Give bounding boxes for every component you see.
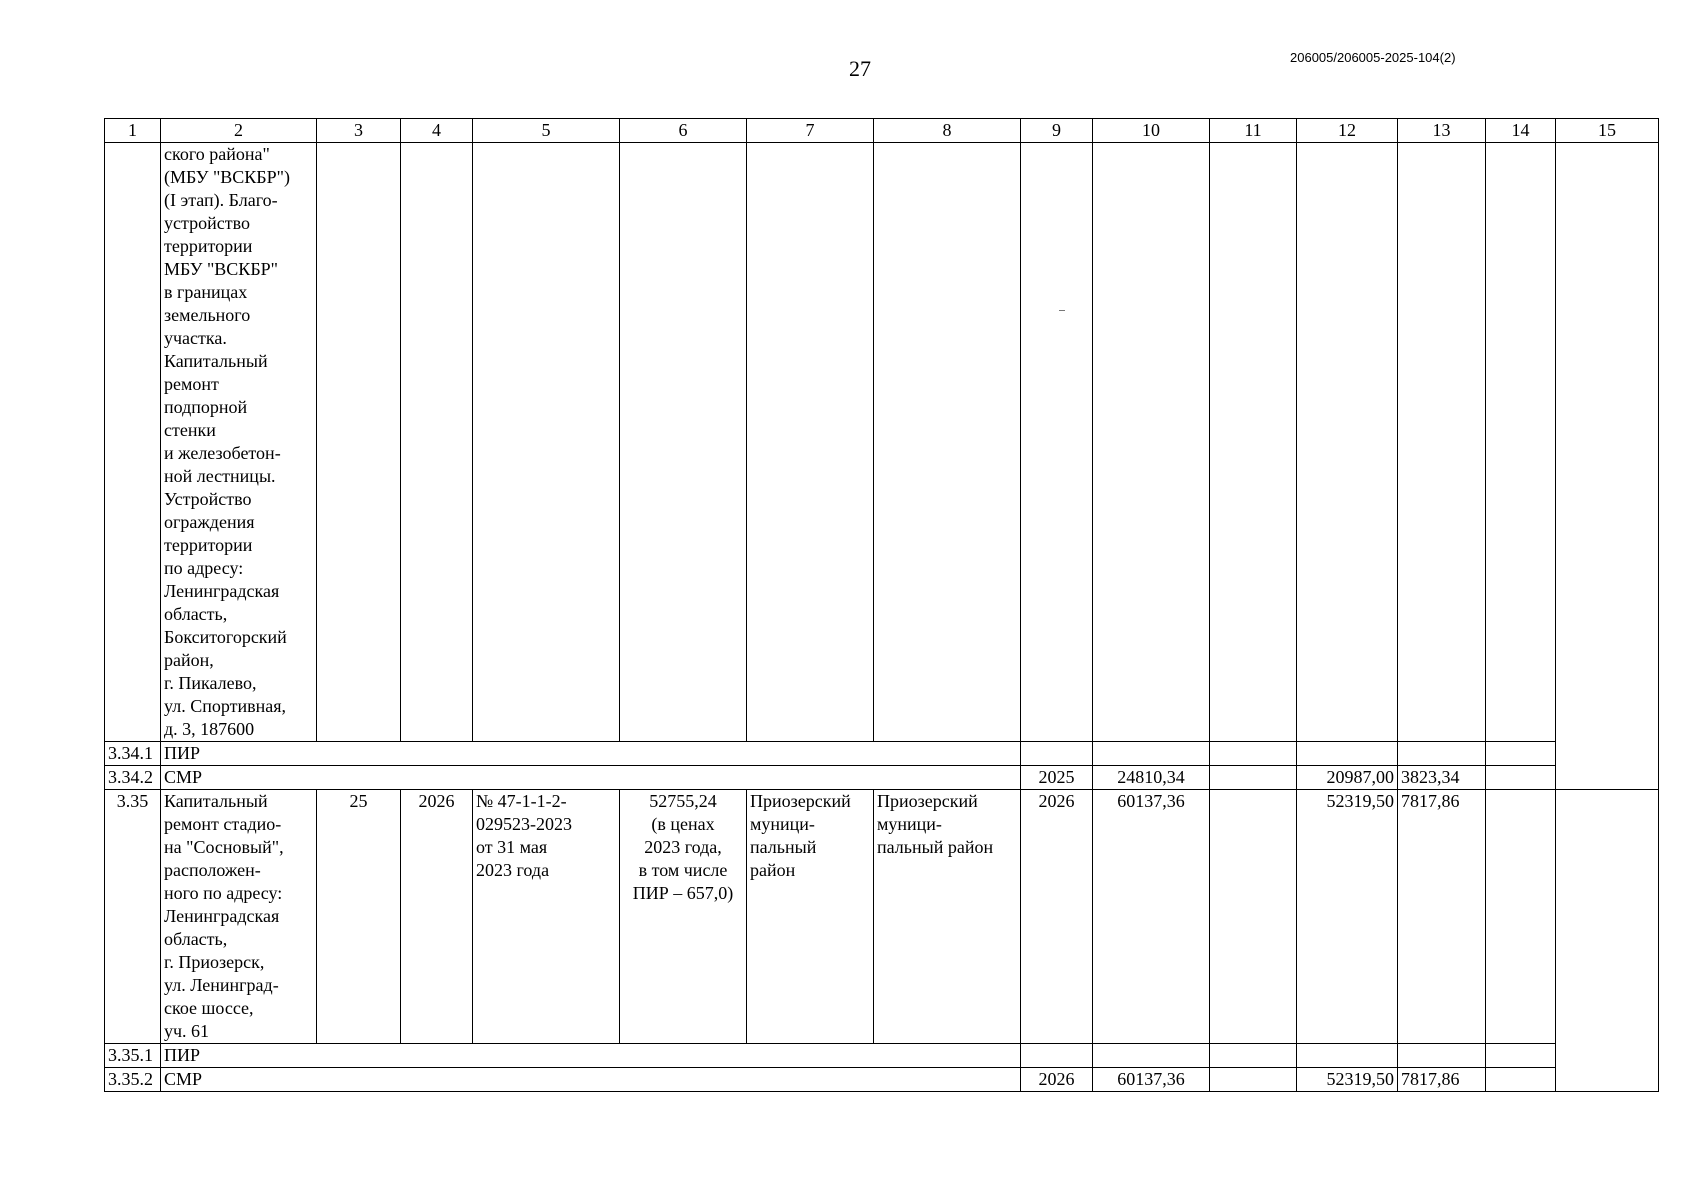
cell-total: 24810,34 bbox=[1093, 766, 1210, 790]
header-cell: 13 bbox=[1398, 119, 1486, 143]
cell-year: 2025 bbox=[1021, 766, 1093, 790]
header-cell: 1 bbox=[105, 119, 161, 143]
header-cell: 5 bbox=[473, 119, 620, 143]
cell-13: 7817,86 bbox=[1398, 790, 1486, 1044]
cell-number: 3.35 bbox=[105, 790, 161, 1044]
cell-year: 2026 bbox=[1021, 1068, 1093, 1092]
table-row bbox=[105, 1044, 1659, 1068]
table-row bbox=[105, 766, 1659, 790]
cell-name: СМР bbox=[161, 766, 317, 790]
cell-name: ПИР bbox=[161, 1044, 317, 1068]
header-cell: 4 bbox=[401, 119, 473, 143]
cell-name: СМР bbox=[161, 1068, 317, 1092]
header-cell: 12 bbox=[1297, 119, 1398, 143]
cell-number: 3.34.2 bbox=[105, 766, 161, 790]
cell-13: 7817,86 bbox=[1398, 1068, 1486, 1092]
header-cell: 8 bbox=[874, 119, 1021, 143]
cell-7: Приозерский муници- пальный район bbox=[747, 790, 874, 1044]
data-table bbox=[104, 118, 1659, 1092]
cell-name: ПИР bbox=[161, 742, 317, 766]
table-row bbox=[105, 143, 1659, 742]
cell-8: Приозерский муници- пальный район bbox=[874, 790, 1021, 1044]
header-cell: 2 bbox=[161, 119, 317, 143]
cell-4: 2026 bbox=[401, 790, 473, 1044]
cell-number: 3.34.1 bbox=[105, 742, 161, 766]
cell-12: 52319,50 bbox=[1297, 790, 1398, 1044]
header-cell: 11 bbox=[1210, 119, 1297, 143]
header-cell: 3 bbox=[317, 119, 401, 143]
table-row bbox=[105, 790, 1659, 1044]
cell-3: 25 bbox=[317, 790, 401, 1044]
cell-total: 60137,36 bbox=[1093, 1068, 1210, 1092]
scan-mark bbox=[1059, 310, 1065, 311]
cell-6: 52755,24 (в ценах 2023 года, в том числе ПИР – 657,0) bbox=[620, 790, 747, 1044]
document-code: 206005/206005-2025-104(2) bbox=[1290, 50, 1456, 65]
cell-total: 60137,36 bbox=[1093, 790, 1210, 1044]
cell-number: 3.35.1 bbox=[105, 1044, 161, 1068]
cell-5: № 47-1-1-2- 029523-2023 от 31 мая 2023 года bbox=[473, 790, 620, 1044]
cell-name: ского района" (МБУ "ВСКБР") (I этап). Благо- устройство территории МБУ "ВСКБР" в границах земельного участка. Капитальный ремонт подпорной стенки и железобетон- ной лестницы. Устройство ограждения территории по адресу: Ленинградская область, Бокситогорский район, г. Пикалево, ул. Спортивная, д. 3, 187600 bbox=[161, 143, 317, 742]
header-cell: 14 bbox=[1486, 119, 1556, 143]
table-row bbox=[105, 1068, 1659, 1092]
cell-12: 52319,50 bbox=[1297, 1068, 1398, 1092]
header-cell: 7 bbox=[747, 119, 874, 143]
header-cell: 10 bbox=[1093, 119, 1210, 143]
header-cell: 15 bbox=[1556, 119, 1659, 143]
header-cell: 6 bbox=[620, 119, 747, 143]
header-cell: 9 bbox=[1021, 119, 1093, 143]
cell-13: 3823,34 bbox=[1398, 766, 1486, 790]
cell-15 bbox=[1556, 143, 1659, 742]
page-number: 27 bbox=[849, 56, 871, 81]
cell-12: 20987,00 bbox=[1297, 766, 1398, 790]
header-row bbox=[105, 119, 1659, 143]
cell-year: 2026 bbox=[1021, 790, 1093, 1044]
cell-number: 3.35.2 bbox=[105, 1068, 161, 1092]
cell-number bbox=[105, 143, 161, 742]
table-row bbox=[105, 742, 1659, 766]
cell-name: Капитальный ремонт стадио- на "Сосновый", расположен- ного по адресу: Ленинградская область, г. Приозерск, ул. Ленинград- ское шоссе, уч. 61 bbox=[161, 790, 317, 1044]
